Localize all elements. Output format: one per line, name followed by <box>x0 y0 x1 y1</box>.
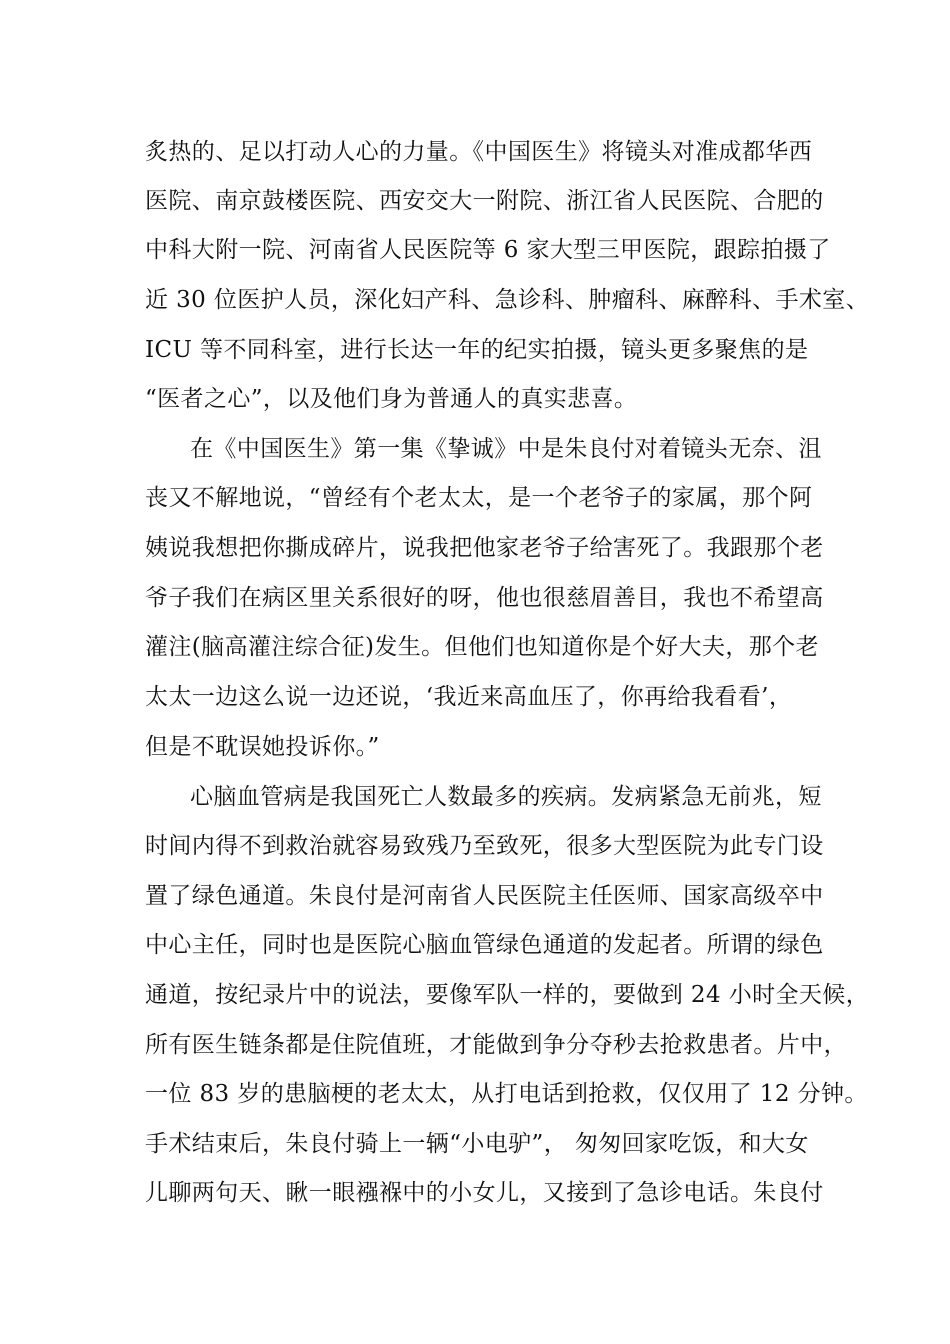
text-line: 中科大附一院、河南省人民医院等 6 家大型三甲医院，跟踪拍摄了 <box>145 237 831 263</box>
text-line: 中心主任，同时也是医院心脑血管绿色通道的发起者。所谓的绿色 <box>145 932 824 958</box>
text-line: 通道，按纪录片中的说法，要像军队一样的，要做到 24 小时全天候， <box>145 982 870 1008</box>
text-line: 所有医生链条都是住院值班，才能做到争分夺秒去抢救患者。片中， <box>145 1032 847 1058</box>
text-line: 姨说我想把你撕成碎片，说我把他家老爷子给害死了。我跟那个老 <box>145 535 824 561</box>
text-line: 爷子我们在病区里关系很好的呀，他也很慈眉善目，我也不希望高 <box>145 585 824 611</box>
paragraph-first-line: 在《中国医生》第一集《挚诚》中是朱良付对着镜头无奈、沮 <box>190 436 822 462</box>
paragraph-first-line: 心脑血管病是我国死亡人数最多的疾病。发病紧急无前兆，短 <box>190 784 822 810</box>
text-line: 但是不耽误她投诉你。” <box>145 734 380 760</box>
text-line: 医院、南京鼓楼医院、西安交大一附院、浙江省人民医院、合肥的 <box>145 188 824 214</box>
text-line: 置了绿色通道。朱良付是河南省人民医院主任医师、国家高级卒中 <box>145 883 824 909</box>
text-line: 近 30 位医护人员，深化妇产科、急诊科、肿瘤科、麻醉科、手术室、 <box>145 287 870 313</box>
text-line: 灌注(脑高灌注综合征)发生。但他们也知道你是个好大夫，那个老 <box>145 634 819 660</box>
text-line: “医者之心”，以及他们身为普通人的真实悲喜。 <box>145 386 638 412</box>
text-line: ICU 等不同科室，进行长达一年的纪实拍摄，镜头更多聚焦的是 <box>145 337 809 363</box>
text-line: 儿聊两句天、瞅一眼襁褓中的小女儿，又接到了急诊电话。朱良付 <box>145 1180 824 1206</box>
text-line: 炙热的、足以打动人心的力量。《中国医生》将镜头对准成都华西 <box>145 139 813 165</box>
text-line: 太太一边这么说一边还说，‘我近来高血压了，你再给我看看’， <box>145 684 793 710</box>
text-line: 丧又不解地说，“曾经有个老太太，是一个老爷子的家属，那个阿 <box>145 485 813 511</box>
text-line: 时间内得不到救治就容易致残乃至致死，很多大型医院为此专门设 <box>145 833 824 859</box>
text-line: 一位 83 岁的患脑梗的老太太，从打电话到抢救，仅仅用了 12 分钟。 <box>145 1081 868 1107</box>
text-line: 手术结束后，朱良付骑上一辆“小电驴”， 匆匆回家吃饭，和大女 <box>145 1131 809 1157</box>
